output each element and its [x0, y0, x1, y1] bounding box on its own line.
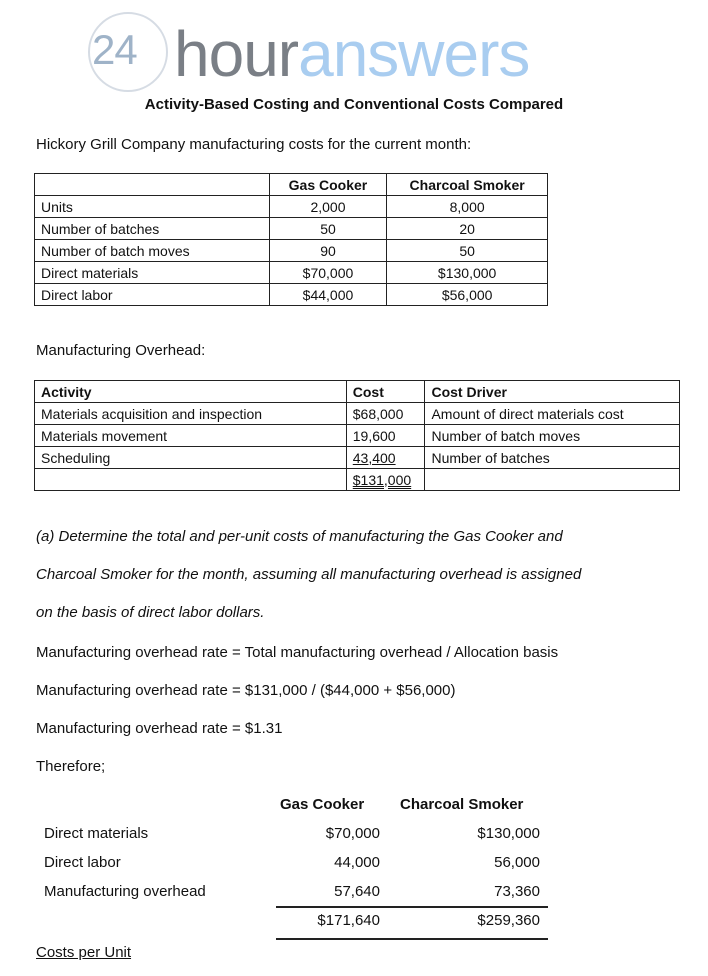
table-row — [35, 218, 548, 240]
cost-row — [36, 854, 556, 883]
formula-line: Manufacturing overhead rate = $1.31 — [36, 720, 283, 737]
table-row — [35, 196, 548, 218]
logo-number: 24 — [92, 26, 137, 73]
row-label: Direct labor — [35, 284, 270, 306]
formula-line: Manufacturing overhead rate = $131,000 / ($44,000 + $56,000) — [36, 682, 456, 699]
cost-cell — [346, 447, 425, 469]
gas-cooker-value: 57,640 — [334, 883, 380, 900]
total-value: $131,000 — [352, 471, 412, 488]
header-cell — [35, 174, 270, 196]
row-label: Units — [35, 196, 270, 218]
activity-cell: Scheduling — [35, 447, 347, 469]
logo-hour: hour — [174, 18, 299, 90]
cost-row — [36, 825, 556, 854]
empty-cell — [35, 469, 347, 491]
cell-value: $56,000 — [387, 284, 548, 306]
cost-summary-header — [36, 796, 556, 825]
table-total-row — [35, 469, 680, 491]
overhead-heading: Manufacturing Overhead: — [36, 342, 206, 359]
cost-label: Manufacturing overhead — [44, 883, 206, 900]
formula-line: Manufacturing overhead rate = Total manufacturing overhead / Allocation basis — [36, 644, 559, 661]
logo-answers: answers — [298, 18, 530, 90]
table-row — [35, 447, 680, 469]
total-rule — [276, 938, 548, 940]
charcoal-smoker-value: $130,000 — [477, 825, 540, 842]
overhead-table — [34, 380, 680, 491]
cost-total-row — [36, 912, 556, 941]
cell-value: $44,000 — [269, 284, 387, 306]
header-cell: Activity — [35, 381, 347, 403]
gas-cooker-value: 44,000 — [334, 854, 380, 871]
cost-cell: 19,600 — [346, 425, 425, 447]
cell-value: 8,000 — [387, 196, 548, 218]
row-label: Direct materials — [35, 262, 270, 284]
driver-cell: Number of batch moves — [425, 425, 680, 447]
row-label: Number of batch moves — [35, 240, 270, 262]
header-cell: Charcoal Smoker — [387, 174, 548, 196]
question-line: on the basis of direct labor dollars. — [36, 604, 265, 621]
question-line: Charcoal Smoker for the month, assuming all manufacturing overhead is assigned — [36, 566, 582, 583]
cell-value: $130,000 — [387, 262, 548, 284]
logo-wordmark — [174, 14, 529, 94]
table-header-row — [35, 381, 680, 403]
cost-value: 43,400 — [352, 449, 396, 466]
cell-value: $70,000 — [269, 262, 387, 284]
table-row — [35, 240, 548, 262]
cost-row — [36, 883, 556, 912]
table-row — [35, 403, 680, 425]
cell-value: 20 — [387, 218, 548, 240]
costs-per-unit-heading: Costs per Unit — [36, 944, 132, 961]
cost-label: Direct labor — [44, 854, 121, 871]
cell-value: 50 — [387, 240, 548, 262]
cost-label: Direct materials — [44, 825, 149, 842]
gas-cooker-value: $70,000 — [325, 825, 380, 842]
logo — [88, 12, 588, 94]
activity-cell: Materials movement — [35, 425, 347, 447]
activity-cell: Materials acquisition and inspection — [35, 403, 347, 425]
charcoal-smoker-total: $259,360 — [477, 912, 540, 929]
header-cell: Gas Cooker — [269, 174, 387, 196]
table-row — [35, 262, 548, 284]
total-cell — [346, 469, 425, 491]
driver-cell: Number of batches — [425, 447, 680, 469]
table-row — [35, 425, 680, 447]
cost-cell: $68,000 — [346, 403, 425, 425]
driver-cell: Amount of direct materials cost — [425, 403, 680, 425]
therefore-text: Therefore; — [36, 758, 106, 775]
cell-value: 50 — [269, 218, 387, 240]
table-row — [35, 284, 548, 306]
product-table — [34, 173, 548, 306]
header-cell: Cost — [346, 381, 425, 403]
page-title: Activity-Based Costing and Conventional Costs Compared — [144, 96, 564, 113]
header-cell: Cost Driver — [425, 381, 680, 403]
intro-text: Hickory Grill Company manufacturing costs for the current month: — [36, 136, 472, 153]
question-line: (a) Determine the total and per-unit costs of manufacturing the Gas Cooker and — [36, 528, 563, 545]
cost-summary — [36, 796, 556, 941]
subtotal-rule — [276, 906, 548, 908]
cell-value: 2,000 — [269, 196, 387, 218]
column-header: Gas Cooker — [280, 796, 365, 813]
column-header: Charcoal Smoker — [400, 796, 524, 813]
table-header-row — [35, 174, 548, 196]
charcoal-smoker-value: 73,360 — [494, 883, 540, 900]
empty-cell — [425, 469, 680, 491]
gas-cooker-total: $171,640 — [317, 912, 380, 929]
charcoal-smoker-value: 56,000 — [494, 854, 540, 871]
row-label: Number of batches — [35, 218, 270, 240]
cell-value: 90 — [269, 240, 387, 262]
